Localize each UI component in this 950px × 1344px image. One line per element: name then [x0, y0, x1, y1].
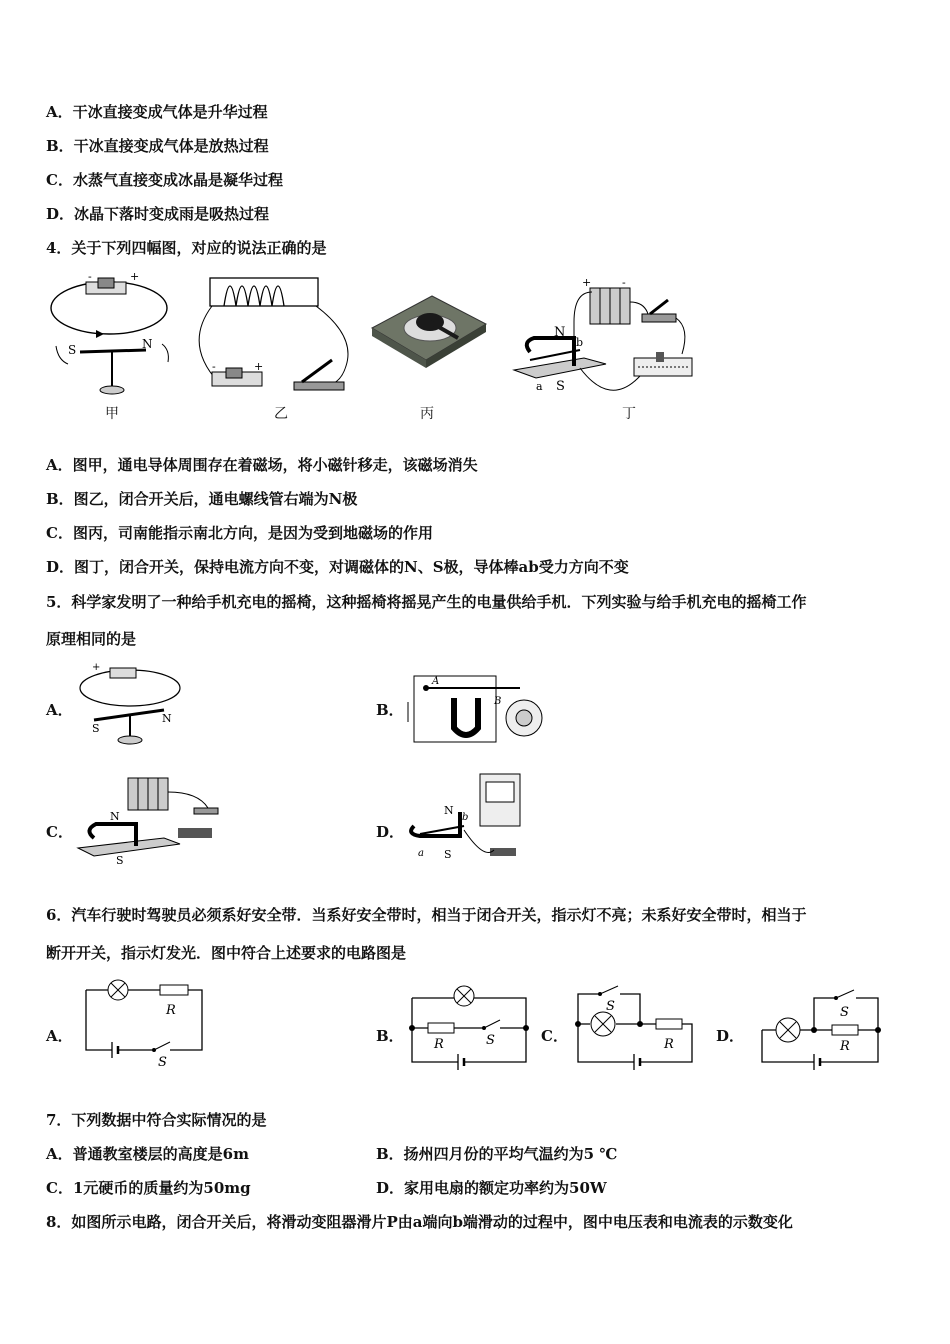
jia-s-label: S [68, 343, 77, 357]
q6-label-c: C． [541, 1027, 568, 1045]
q6b-s: S [486, 1033, 495, 1048]
q5c-s: S [116, 854, 124, 864]
q3-option-b: B．干冰直接变成气体是放热过程 [46, 137, 269, 155]
q6d-r: R [840, 1039, 850, 1054]
q5-figure-c [74, 772, 224, 864]
ding-a-label: a [536, 380, 543, 393]
q7-option-d: D．家用电扇的额定功率约为50W [376, 1179, 607, 1197]
yi-plus: + [254, 360, 264, 373]
q4-caption-yi: 乙 [274, 406, 288, 422]
q7-option-c: C．1元硬币的质量约为50mg [46, 1179, 251, 1197]
q5a-n: N [162, 712, 172, 725]
q6-circuit-c [570, 980, 700, 1072]
q3-option-d: D．冰晶下落时变成雨是吸热过程 [46, 205, 270, 223]
q5-stem-line1: 5．科学家发明了一种给手机充电的摇椅，这种摇椅将摇晃产生的电量供给手机．下列实验与给手机充电的摇椅工作 [46, 593, 807, 611]
q6a-s: S [158, 1055, 167, 1068]
q7-option-b: B．扬州四月份的平均气温约为5 ℃ [376, 1145, 618, 1163]
q6-stem-line1: 6．汽车行驶时驾驶员必须系好安全带．当系好安全带时，相当于闭合开关，指示灯不亮；未系好安全带时，相当于 [46, 906, 807, 924]
q5d-n: N [444, 804, 454, 817]
q4-option-a: A．图甲，通电导体周围存在着磁场，将小磁针移走，该磁场消失 [46, 456, 478, 474]
q5c-n: N [110, 810, 120, 823]
q6-circuit-d [756, 980, 886, 1072]
q4-stem: 4．关于下列四幅图，对应的说法正确的是 [46, 239, 327, 257]
ding-minus: - [622, 276, 626, 289]
q6b-r: R [434, 1037, 444, 1052]
q7-option-a: A．普通教室楼层的高度是6m [46, 1145, 249, 1163]
q4-figure-bing [368, 278, 488, 388]
jia-minus: - [88, 270, 92, 283]
jia-n-label: N [142, 337, 153, 351]
q3-option-c: C．水蒸气直接变成冰晶是凝华过程 [46, 171, 283, 189]
q5-stem-line2: 原理相同的是 [46, 630, 137, 648]
q8-stem: 8．如图所示电路，闭合开关后，将滑动变阻器滑片P由a端向b端滑动的过程中，图中电压表和电流表的示数变化 [46, 1213, 793, 1231]
q4-caption-bing: 丙 [420, 406, 434, 422]
q4-option-b: B．图乙，闭合开关后，通电螺线管右端为N极 [46, 490, 358, 508]
q6-label-a: A． [46, 1027, 73, 1045]
q6-stem-line2: 断开开关，指示灯发光．图中符合上述要求的电路图是 [46, 944, 407, 962]
jia-plus: + [130, 270, 140, 283]
q4-option-c: C．图丙，司南能指示南北方向，是因为受到地磁场的作用 [46, 524, 433, 542]
q6-label-d: D． [716, 1027, 745, 1045]
q6-label-b: B． [376, 1027, 404, 1045]
q6d-s: S [840, 1005, 849, 1020]
yi-minus: - [212, 360, 216, 373]
q5b-a: A [432, 676, 440, 687]
q5-figure-b [404, 662, 549, 748]
q5d-b: b [462, 812, 469, 823]
q4-figure-jia [44, 268, 174, 398]
q5-label-c: C． [46, 823, 73, 841]
ding-b-label: b [576, 336, 584, 349]
q5a-plus: + [92, 662, 101, 673]
q4-figure-yi [192, 272, 362, 402]
q6-circuit-b [404, 980, 534, 1072]
q5d-s: S [444, 848, 452, 861]
ding-n-label: N [554, 325, 566, 340]
q7-stem: 7．下列数据中符合实际情况的是 [46, 1111, 267, 1129]
q4-option-d: D．图丁，闭合开关，保持电流方向不变，对调磁体的N、S极，导体棒ab受力方向不变 [46, 558, 629, 576]
ding-s-label: S [556, 379, 565, 394]
ding-plus: + [582, 276, 592, 289]
q5d-a: a [418, 848, 424, 859]
q6a-r: R [166, 1003, 176, 1018]
q6c-r: R [664, 1037, 674, 1052]
q5-figure-a [74, 660, 184, 748]
q5b-b: B [494, 696, 502, 707]
q5-label-a: A． [46, 701, 73, 719]
q5-label-b: B． [376, 701, 404, 719]
q4-figure-ding [510, 272, 700, 402]
q5a-s: S [92, 722, 100, 735]
q5-label-d: D． [376, 823, 405, 841]
q4-caption-jia: 甲 [105, 406, 119, 422]
q6c-s: S [606, 999, 615, 1014]
q6-circuit-a [78, 976, 208, 1068]
q5-figure-d [404, 770, 534, 866]
q3-option-a: A．干冰直接变成气体是升华过程 [46, 103, 268, 121]
q4-caption-ding: 丁 [622, 406, 636, 422]
